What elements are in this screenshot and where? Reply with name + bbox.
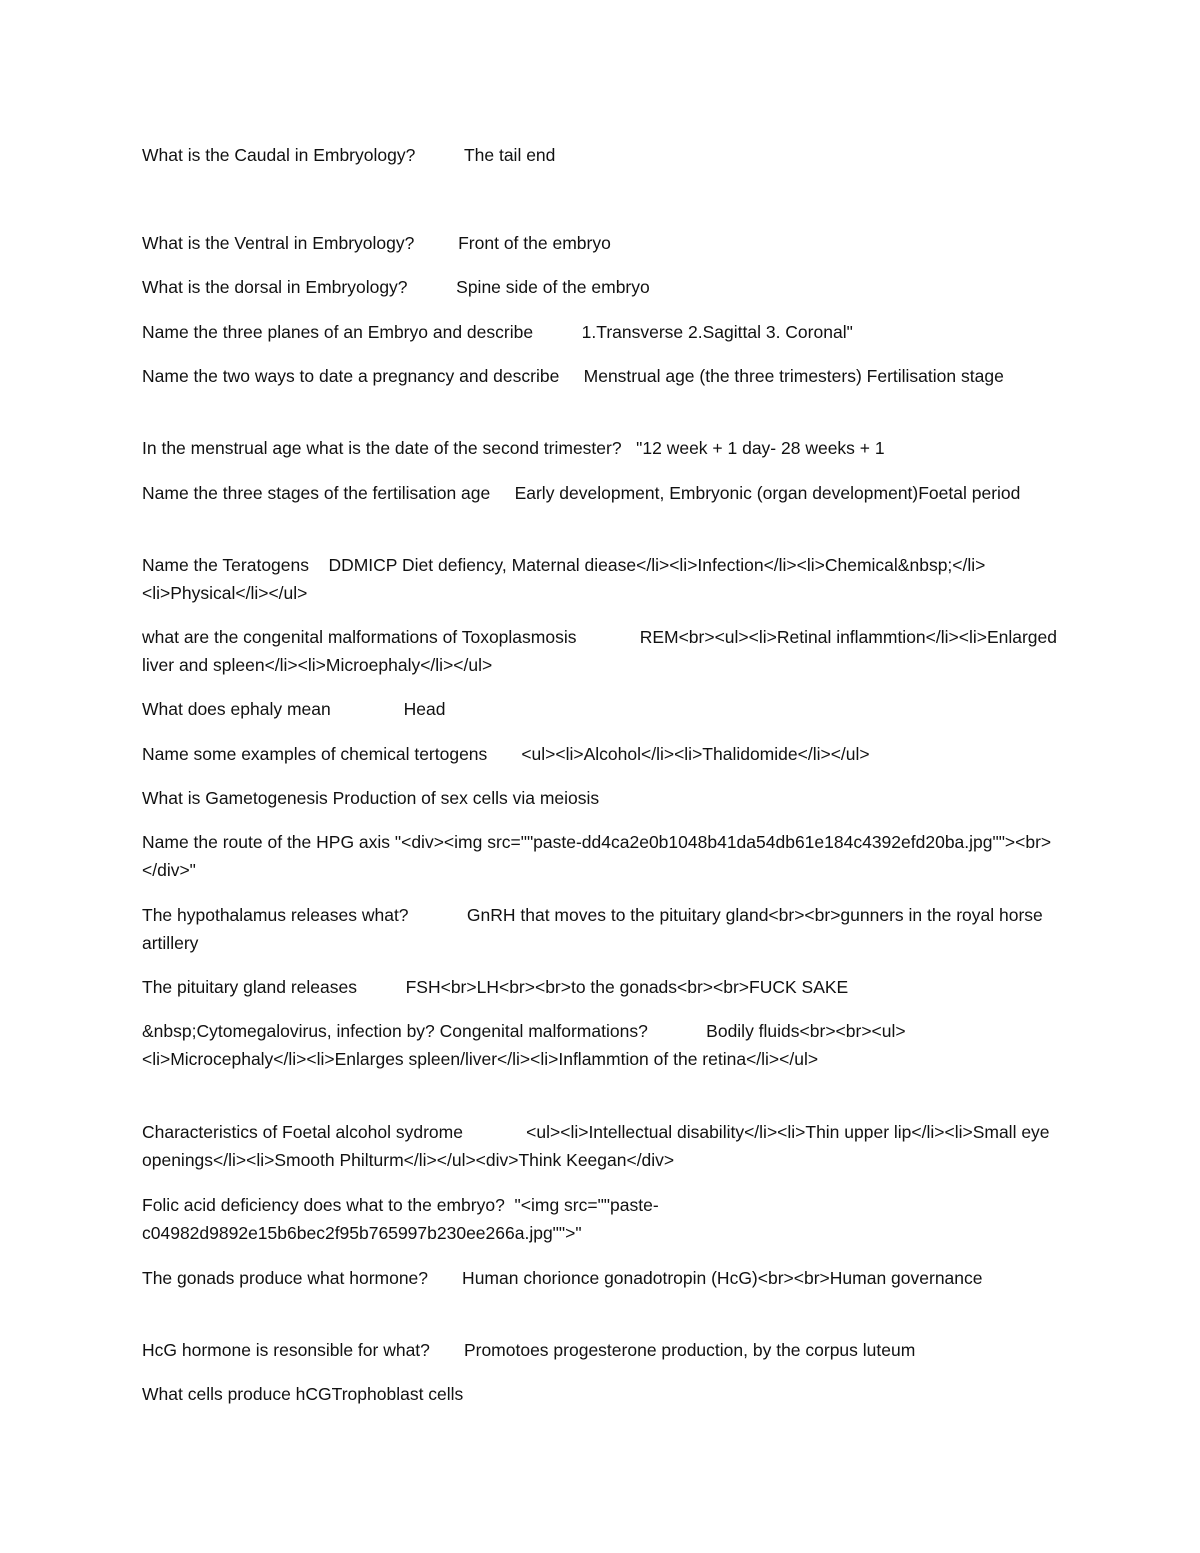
qa-line-toxoplasmosis: what are the congenital malformations of Toxoplasmosis REM<br><ul><li>Retinal inflammtion</li><li>Enlarged liver and spleen</li><li>Microephaly</li></ul> bbox=[142, 627, 1062, 675]
qa-line-hypothalamus: The hypothalamus releases what? GnRH that moves to the pituitary gland<br><br>gunners in the royal horse artillery bbox=[142, 905, 1048, 953]
qa-line-hcg-cells: What cells produce hCGTrophoblast cells bbox=[142, 1384, 464, 1404]
qa-line-second-trimester: In the menstrual age what is the date of the second trimester? "12 week + 1 day- 28 weeks + 1 bbox=[142, 438, 885, 458]
qa-line-folic-acid: Folic acid deficiency does what to the embryo? "<img src=""paste-c04982d9892e15b6bec2f95b765997b230ee266a.jpg"">" bbox=[142, 1195, 659, 1243]
qa-line-hpg-axis: Name the route of the HPG axis "<div><img src=""paste-dd4ca2e0b1048b41da54db61e184c4392efd20ba.jpg""><br></div>" bbox=[142, 832, 1052, 880]
qa-line-dorsal: What is the dorsal in Embryology? Spine side of the embryo bbox=[142, 277, 650, 297]
qa-line-teratogens: Name the Teratogens DDMICP Diet defiency, Maternal diease</li><li>Infection</li><li>Chemical&nbsp;</li><li>Physical</li></ul> bbox=[142, 555, 986, 603]
qa-line-date-pregnancy: Name the two ways to date a pregnancy and describe Menstrual age (the three trimesters) Fertilisation stage bbox=[142, 366, 1004, 386]
qa-line-gonads-hormone: The gonads produce what hormone? Human chorionce gonadotropin (HcG)<br><br>Human governance bbox=[142, 1268, 983, 1288]
qa-line-caudal: What is the Caudal in Embryology? The tail end bbox=[142, 145, 556, 165]
qa-line-pituitary: The pituitary gland releases FSH<br>LH<br><br>to the gonads<br><br>FUCK SAKE bbox=[142, 977, 849, 997]
qa-line-hcg-role: HcG hormone is resonsible for what? Promotoes progesterone production, by the corpus luteum bbox=[142, 1340, 916, 1360]
qa-line-ephaly: What does ephaly mean Head bbox=[142, 699, 446, 719]
qa-line-chemical-teratogens: Name some examples of chemical tertogens <ul><li>Alcohol</li><li>Thalidomide</li></ul> bbox=[142, 744, 870, 764]
qa-line-cytomegalovirus: &nbsp;Cytomegalovirus, infection by? Congenital malformations? Bodily fluids<br><br><ul><li>Microcephaly</li><li>Enlarges spleen/liver</li><li>Inflammtion of the retina</li></ul> bbox=[142, 1021, 906, 1069]
qa-line-foetal-alcohol: Characteristics of Foetal alcohol sydrome <ul><li>Intellectual disability</li><li>Thin upper lip</li><li>Small eye openings</li><li>Smooth Philturm</li></ul><div>Think Keegan</div> bbox=[142, 1122, 1055, 1170]
qa-line-gametogenesis: What is Gametogenesis Production of sex cells via meiosis bbox=[142, 788, 600, 808]
qa-line-fertilisation-stages: Name the three stages of the fertilisation age Early development, Embryonic (organ development)Foetal period bbox=[142, 483, 1021, 503]
qa-line-ventral: What is the Ventral in Embryology? Front of the embryo bbox=[142, 233, 611, 253]
qa-line-planes: Name the three planes of an Embryo and describe 1.Transverse 2.Sagittal 3. Coronal" bbox=[142, 322, 853, 342]
